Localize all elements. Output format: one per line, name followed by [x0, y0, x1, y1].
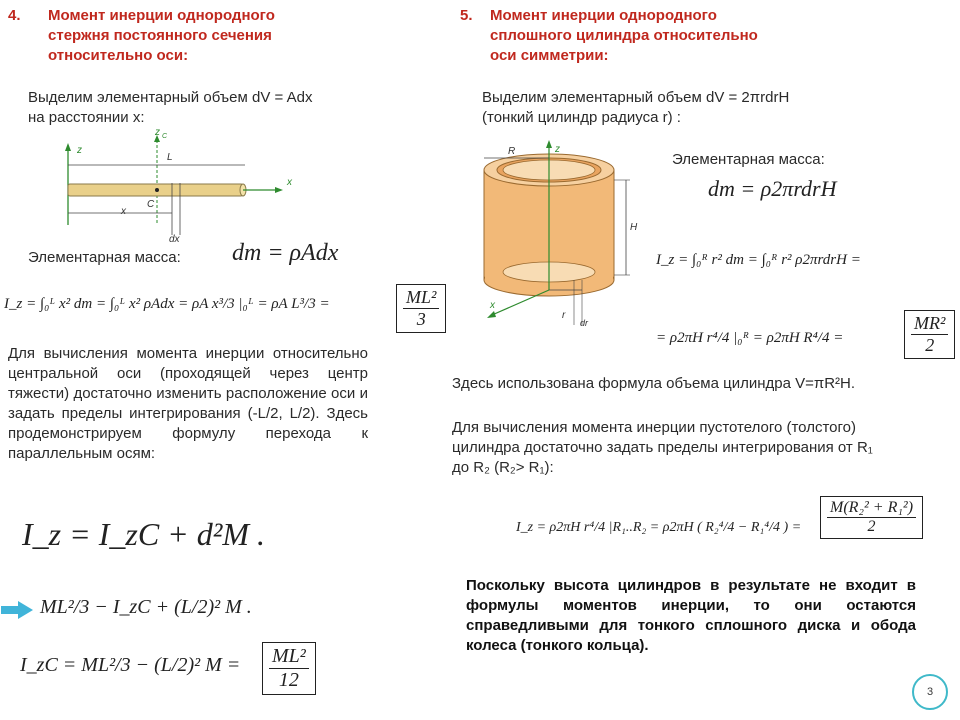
right-hollow-result	[820, 496, 923, 539]
rod-zc-sub: C	[162, 133, 168, 140]
section-5-number: 5.	[460, 7, 473, 24]
right-conclusion: Поскольку высота цилиндров в результате не входит в формулы моментов инерции, то они остаются справедливыми для тонкого сплошного диска и обода колеса (тонкого кольца).	[466, 577, 916, 654]
page-number-badge: 3	[912, 674, 948, 710]
right-result-den: 2	[925, 335, 935, 355]
right-integral-formula: I_z = ∫₀ᴿ r² dm = ∫₀ᴿ r² ρ2πrdrH =	[656, 252, 861, 268]
rod-z-label: z	[77, 145, 82, 156]
right-result-num: MR²	[911, 313, 948, 335]
rod-z-arrow	[65, 143, 71, 151]
left-final-den: 12	[278, 669, 299, 691]
right-result-box	[904, 310, 955, 359]
section-5-heading-line3: оси симметрии:	[490, 47, 609, 64]
section-4-heading-line1: Момент инерции однородного	[48, 7, 275, 24]
section-5-heading-line1: Момент инерции однородного	[490, 7, 717, 24]
cyl-r-label: r	[562, 310, 566, 321]
left-elem-mass-label: Элементарная масса:	[28, 249, 181, 266]
right-hollow-den: 2	[867, 518, 876, 535]
section-5-heading	[490, 6, 870, 66]
left-integral-formula: I_z = ∫₀ᴸ x² dm = ∫₀ᴸ x² ρAdx = ρA x³/3 |₀ᴸ = ρA L³/3 =	[4, 296, 330, 312]
left-final-num: ML²	[269, 645, 309, 669]
cyl-H-label: H	[630, 222, 638, 233]
cylinder-figure	[470, 140, 660, 330]
left-final-result	[262, 642, 316, 695]
left-intro-line1: Выделим элементарный объем dV = Adx	[28, 89, 313, 106]
right-hollow-num: M(R₂² + R₁²)	[827, 499, 916, 518]
right-elem-mass-label: Элементарная масса:	[672, 151, 825, 168]
right-intro-line2: (тонкий цилиндр радиуса r) :	[482, 109, 681, 126]
left-integral-result-num: ML²	[403, 287, 439, 309]
cyl-z-label: z	[555, 144, 560, 155]
section-4-heading	[48, 6, 428, 66]
rod-zc-label: z	[155, 127, 160, 138]
cyl-R-label: R	[508, 146, 516, 157]
right-note1: Здесь использована формула объема цилиндра V=πR²H.	[452, 375, 856, 392]
right-note2: Для вычисления момента инерции пустотелого (толстого) цилиндра достаточно задать пределы интегрирования от R₁ до R₂ (R₂> R₁):	[452, 419, 873, 476]
left-step1-formula: ML²/3 − I_zC + (L/2)² M .	[40, 596, 252, 618]
left-integral-result	[396, 284, 446, 333]
rod-dx-label: dx	[169, 234, 180, 245]
rod-figure	[55, 125, 315, 245]
cyl-dr-label: dr	[580, 318, 589, 328]
left-paragraph: Для вычисления момента инерции относительно центральной оси (проходящей через центр тяжести) достаточно изменить расположение оси и задать пределы интегрирования (-L/2, L/2). Здесь продемонстрируем формулу перехода к параллельным осям:	[8, 345, 368, 462]
right-intro-line1: Выделим элементарный объем dV = 2πrdrH	[482, 89, 790, 106]
left-elem-mass-formula: dm = ρAdx	[232, 240, 339, 266]
rod-x-arrow	[275, 187, 283, 193]
parallel-axis-formula: I_z = I_zC + d²M .	[22, 516, 265, 552]
rod-L-label: L	[167, 152, 173, 163]
section-4-heading-line3: относительно оси:	[48, 47, 189, 64]
rod-x-dim-label: x	[121, 206, 126, 217]
cyl-x-label: x	[490, 300, 495, 311]
left-integral-result-den: 3	[416, 309, 426, 329]
rod-center-label: C	[147, 199, 155, 210]
left-intro-line2: на расстоянии x:	[28, 109, 145, 126]
section-4-heading-line2: стержня постоянного сечения	[48, 27, 272, 44]
left-step2-formula: I_zC = ML²/3 − (L/2)² M =	[20, 654, 241, 676]
section-4-number: 4.	[8, 7, 21, 24]
right-hollow-formula: I_z = ρ2πH r⁴/4 |R₁..R₂ = ρ2πH ( R₂⁴/4 − R₁⁴/4 ) =	[516, 520, 802, 535]
arrow-right-icon	[0, 600, 34, 620]
section-5-heading-line2: сплошного цилиндра относительно	[490, 27, 758, 44]
rod-x-axis-label: x	[287, 177, 292, 188]
right-result-line: = ρ2πH r⁴/4 |₀ᴿ = ρ2πH R⁴/4 =	[656, 330, 844, 346]
rod-center-point	[155, 188, 159, 192]
right-elem-mass-formula: dm = ρ2πrdrH	[708, 176, 837, 201]
